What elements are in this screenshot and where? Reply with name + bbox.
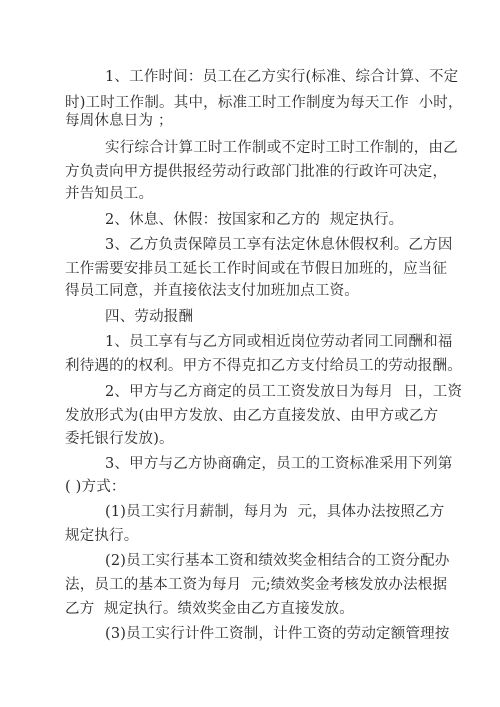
text-line: 方负责向甲方提供报经劳动行政部门批准的行政许可决定， xyxy=(65,164,448,180)
text-line: (1)员工实行月薪制，每月为 元，具体办法按照乙方 xyxy=(105,504,445,520)
text-line: 每周休息日为 ； xyxy=(65,113,173,129)
text-line: 2、甲方与乙方商定的员工工资发放日为每月 日，工资 xyxy=(105,384,463,400)
text-line: ( )方式： xyxy=(65,479,126,495)
text-line: 1、工作时间：员工在乙方实行(标准、综合计算、不定 xyxy=(105,69,459,85)
text-line: 3、乙方负责保障员工享有法定休息休假权利。乙方因 xyxy=(105,237,453,253)
text-line: 发放形式为(由甲方发放、由乙方直接发放、由甲方或乙方 xyxy=(65,408,439,424)
text-line: 3、甲方与乙方协商确定，员工的工资标准采用下列第 xyxy=(105,456,453,472)
text-line: 乙方 规定执行。绩效奖金由乙方直接发放。 xyxy=(65,601,354,617)
text-line: 时)工时工作制。其中，标准工时工作制度为每天工作 小时， xyxy=(65,95,463,111)
section-heading: 四、劳动报酬 xyxy=(105,309,194,325)
text-line: 利待遇的的权利。甲方不得克扣乙方支付给员工的劳动报酬。 xyxy=(65,358,462,374)
text-line: 委托银行发放)。 xyxy=(65,431,174,447)
text-line: 规定执行。 xyxy=(65,528,139,544)
text-line: 并告知员工。 xyxy=(65,186,154,202)
text-line: 法，员工的基本工资为每月 元;绩效奖金考核发放办法根据 xyxy=(65,577,448,593)
text-line: (2)员工实行基本工资和绩效奖金相结合的工资分配办 xyxy=(105,553,450,569)
text-line: (3)员工实行计件工资制，计件工资的劳动定额管理按 xyxy=(105,626,450,642)
text-line: 工作需要安排员工延长工作时间或在节假日加班的，应当征 xyxy=(65,261,448,277)
text-line: 得员工同意，并直接依法支付加班加点工资。 xyxy=(65,283,359,299)
text-line: 2、休息、休假：按国家和乙方的 规定执行。 xyxy=(105,212,404,228)
text-line: 1、员工享有与乙方同或相近岗位劳动者同工同酬和福 xyxy=(105,334,453,350)
text-line: 实行综合计算工时工作制或不定时工时工作制的，由乙 xyxy=(105,140,458,156)
